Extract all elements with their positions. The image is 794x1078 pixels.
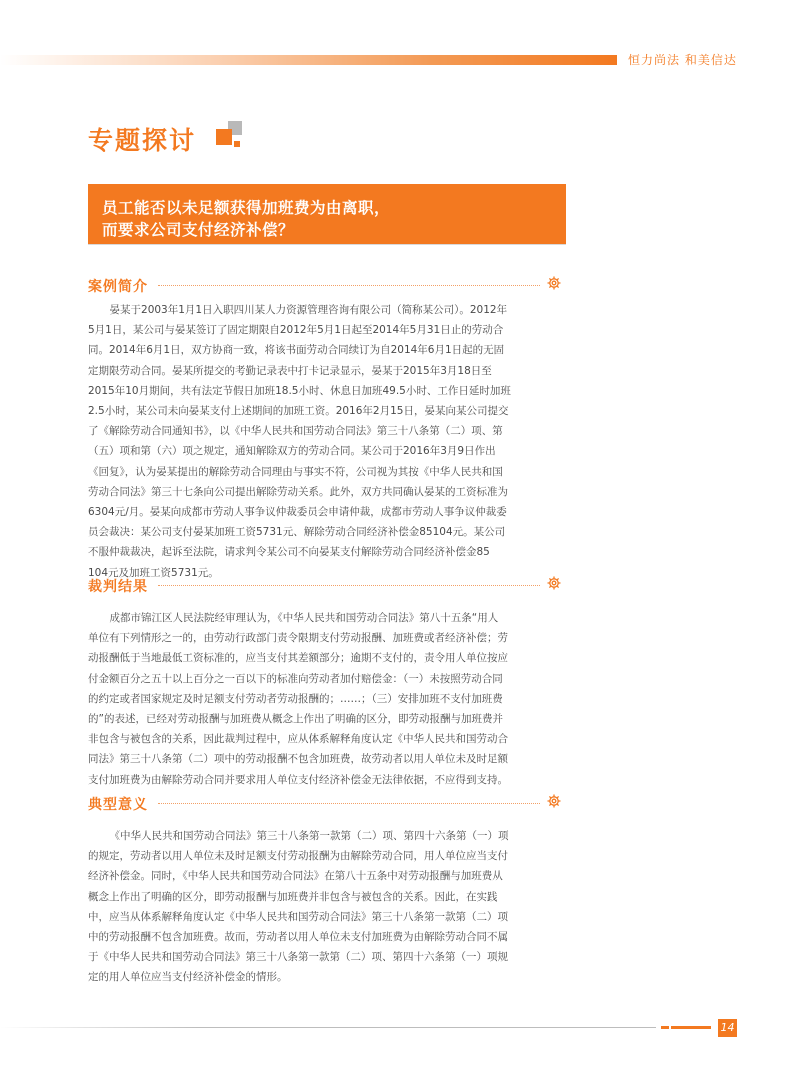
paragraph-line: 动报酬低于当地最低工资标准的，应当支付其差额部分；逾期不支付的，责令用人单位按应 <box>88 652 508 665</box>
paragraph-line: 5月1日，某公司与晏某签订了固定期限自2012年5月1日起至2014年5月31日止的劳动合 <box>88 324 504 337</box>
paragraph-line: 概念上作出了明确的区分，即劳动报酬与加班费并非包含与被包含的关系。因此，在实践 <box>88 890 498 903</box>
gear-icon <box>546 575 562 591</box>
title-squares-icon <box>216 121 246 149</box>
dotted-divider <box>158 285 540 286</box>
paragraph-line: 104元及加班工资5731元。 <box>88 566 219 579</box>
case-intro-paragraph <box>88 300 562 583</box>
dotted-divider <box>158 803 540 804</box>
headline-line-2: 而要求公司支付经济补偿？ <box>102 221 295 239</box>
subsection-header-judgment <box>88 576 562 596</box>
paragraph-line: 晏某于2003年1月1日入职四川某人力资源管理咨询有限公司（简称某公司）。2012年 <box>109 304 508 316</box>
paragraph-line: 经济补偿金。同时，《中华人民共和国劳动合同法》在第八十五条中对劳动报酬与加班费从 <box>88 870 503 883</box>
paragraph-line: 的规定，劳动者以用人单位未及时足额支付劳动报酬为由解除劳动合同，用人单位应当支付 <box>88 850 508 863</box>
judgment-paragraph <box>88 608 562 790</box>
subsection-heading: 裁判结果 <box>88 579 148 595</box>
significance-paragraph <box>88 826 562 988</box>
paragraph-line: 于《中华人民共和国劳动合同法》第三十八条第一款第（二）项、第四十六条第（一）项规 <box>88 951 508 964</box>
footer-accent-dash <box>661 1026 669 1029</box>
paragraph-line: （五）项和第（六）项之规定，通知解除双方的劳动合同。某公司于2016年3月9日作出 <box>88 445 496 458</box>
paragraph-line: 的约定或者国家规定及时足额支付劳动者劳动报酬的；……；（三）安排加班不支付加班费 <box>88 692 503 705</box>
subsection-header-significance <box>88 794 562 814</box>
page-number: 14 <box>718 1019 737 1037</box>
paragraph-line: 中的劳动报酬不包含加班费。故而，劳动者以用人单位未支付加班费为由解除劳动合同不属 <box>88 931 508 944</box>
paragraph-line: 同。2014年6月1日，双方协商一致，将该书面劳动合同续订为自2014年6月1日起的无固 <box>88 344 505 357</box>
subsection-heading: 案例简介 <box>88 279 148 295</box>
paragraph-line: 不服仲裁裁决，起诉至法院，请求判令某公司不向晏某支付解除劳动合同经济补偿金85 <box>88 546 490 559</box>
header-slogan: 恒力尚法 和美信达 <box>628 53 737 67</box>
paragraph-line: 单位有下列情形之一的，由劳动行政部门责令限期支付劳动报酬、加班费或者经济补偿；劳 <box>88 632 508 645</box>
headline-line-1: 员工能否以未足额获得加班费为由离职， <box>102 199 391 217</box>
paragraph-line: 支付加班费为由解除劳动合同并要求用人单位支付经济补偿金无法律依据，不应得到支持。 <box>88 773 508 786</box>
paragraph-line: 《回复》，认为晏某提出的解除劳动合同理由与事实不符，公司视为其按《中华人民共和国 <box>88 465 503 478</box>
section-title: 专题探讨 <box>88 126 197 155</box>
paragraph-line: 的”的表述，已经对劳动报酬与加班费从概念上作出了明确的区分，即劳动报酬与加班费并 <box>88 713 503 726</box>
gear-icon <box>546 793 562 809</box>
paragraph-line: 付金额百分之五十以上百分之一百以下的标准向劳动者加付赔偿金：（一）未按照劳动合同 <box>88 672 503 685</box>
paragraph-line: 非包含与被包含的关系，因此裁判过程中，应从体系解释角度认定《中华人民共和国劳动合 <box>88 733 508 746</box>
paragraph-line: 员会裁决：某公司支付晏某加班工资5731元、解除劳动合同经济补偿金85104元。某公司 <box>88 526 506 539</box>
paragraph-line: 中，应当从体系解释角度认定《中华人民共和国劳动合同法》第三十八条第一款第（二）项 <box>88 910 508 923</box>
paragraph-line: 了《解除劳动合同通知书》，以《中华人民共和国劳动合同法》第三十八条第（二）项、第 <box>88 425 503 438</box>
gear-icon <box>546 275 562 291</box>
footer-rule <box>0 1027 656 1028</box>
paragraph-line: 2015年10月期间，共有法定节假日加班18.5小时、休息日加班49.5小时、工作日延时加班 <box>88 384 511 397</box>
paragraph-line: 6304元/月。晏某向成都市劳动人事争议仲裁委员会申请仲裁，成都市劳动人事争议仲裁委 <box>88 506 507 519</box>
footer-accent-bar <box>671 1026 711 1029</box>
subsection-heading: 典型意义 <box>88 797 148 813</box>
headline-box <box>88 184 566 245</box>
dotted-divider <box>158 585 540 586</box>
paragraph-line: 同法》第三十八条第（二）项中的劳动报酬不包含加班费，故劳动者以用人单位未及时足额 <box>88 753 508 766</box>
header-gradient-bar <box>0 55 617 65</box>
paragraph-line: 定的用人单位应当支付经济补偿金的情形。 <box>88 971 288 984</box>
paragraph-line: 定期限劳动合同。晏某所提交的考勤记录表中打卡记录显示，晏某于2015年3月18日至 <box>88 364 492 377</box>
paragraph-line: 《中华人民共和国劳动合同法》第三十八条第一款第（二）项、第四十六条第（一）项 <box>109 830 509 842</box>
paragraph-line: 成都市锦江区人民法院经审理认为，《中华人民共和国劳动合同法》第八十五条“用人 <box>109 612 499 624</box>
subsection-header-case-intro <box>88 276 562 296</box>
paragraph-line: 劳动合同法》第三十七条向公司提出解除劳动关系。此外，双方共同确认晏某的工资标准为 <box>88 485 508 498</box>
paragraph-line: 2.5小时，某公司未向晏某支付上述期间的加班工资。2016年2月15日，晏某向某公司提交 <box>88 405 509 418</box>
